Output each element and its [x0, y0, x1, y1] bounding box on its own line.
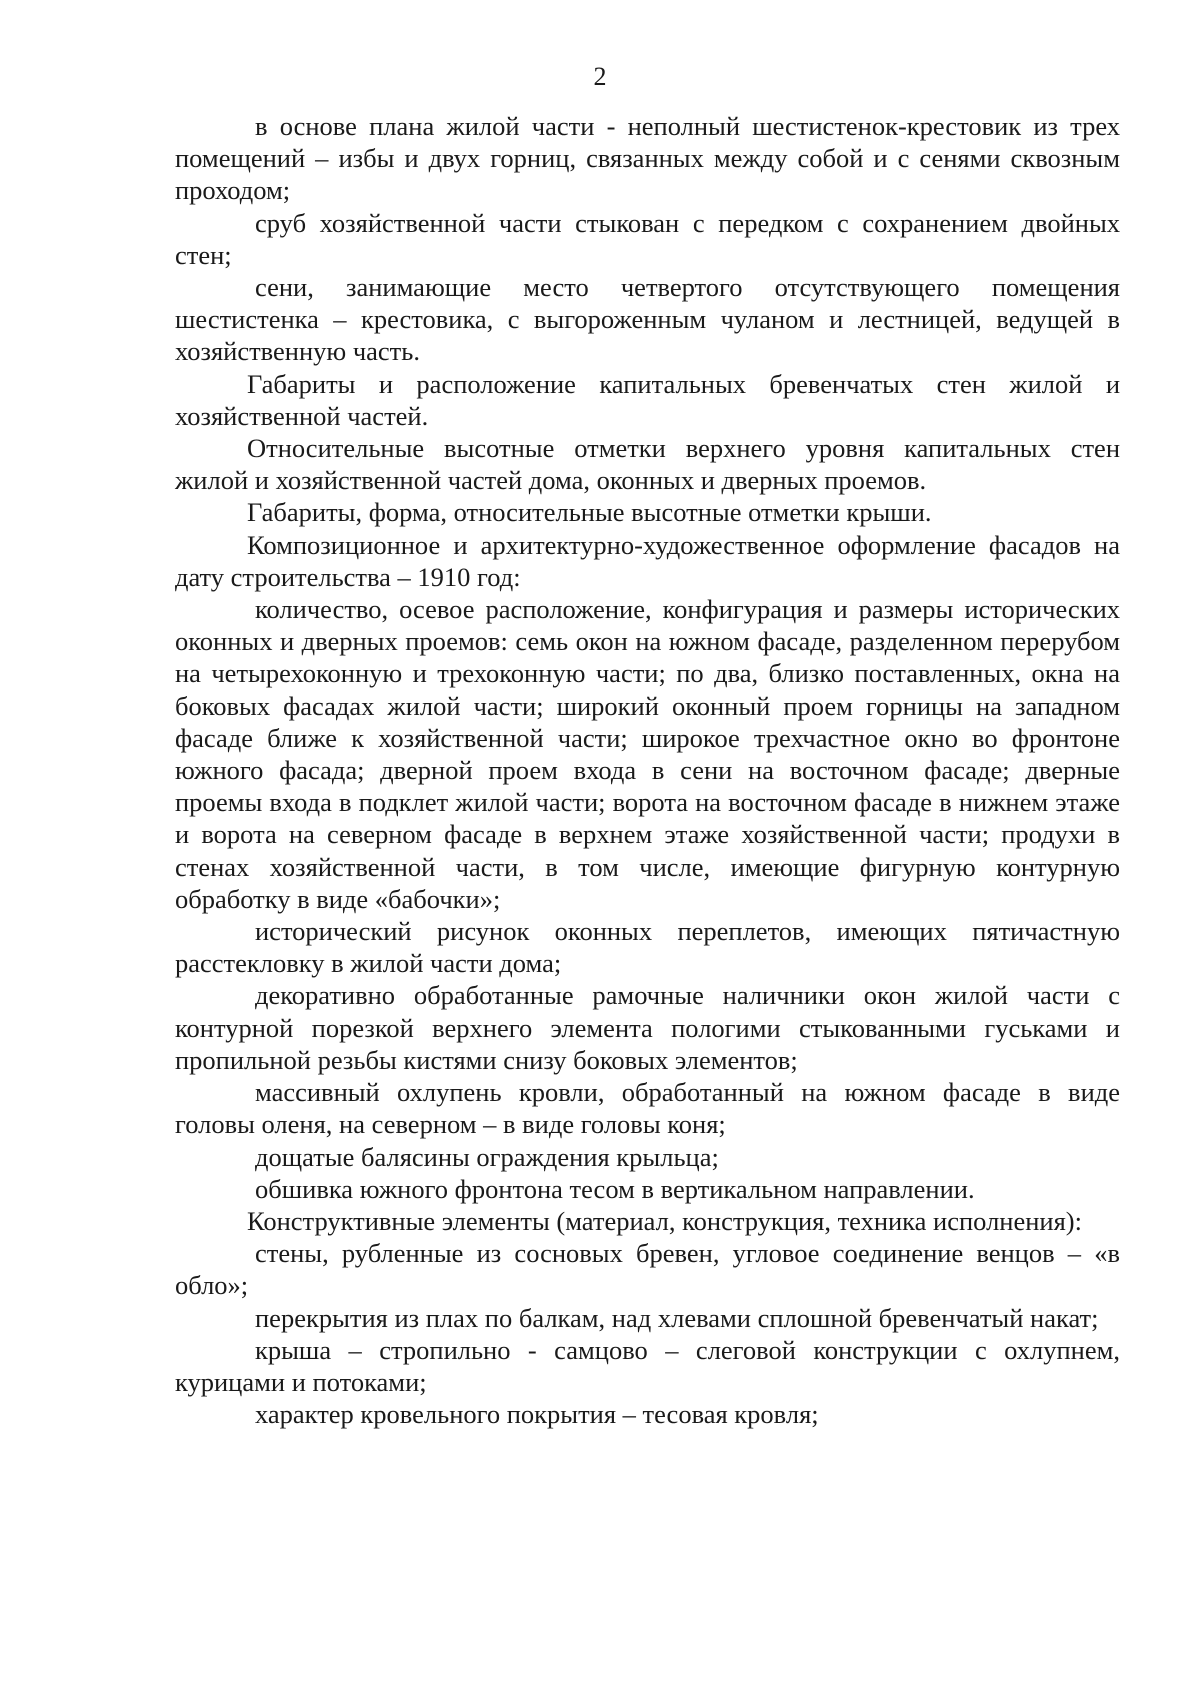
paragraph-window-casings: декоративно обработанные рамочные наличники окон жилой части с контурной порезкой верхнего элемента пологими стыкованными гуськами и пропильной резьбы кистями снизу боковых элементов;	[175, 980, 1120, 1075]
paragraph-floors: перекрытия из плах по балкам, над хлевами сплошной бревенчатый накат;	[255, 1302, 1099, 1333]
paragraph-roof-structure: крыша – стропильно - самцово – слеговой конструкции с охлупнем, курицами и потоками;	[175, 1334, 1120, 1397]
paragraph-plan-basis: в основе плана жилой части - неполный шестистенок-крестовик из трех помещений – избы и двух горниц, связанных между собой и с сенями сквозным проходом;	[175, 111, 1120, 206]
paragraph-walls: стены, рубленные из сосновых бревен, угловое соединение венцов – «в обло»;	[175, 1238, 1120, 1301]
paragraph-log-frame: сруб хозяйственной части стыкован с передком с сохранением двойных стен;	[175, 207, 1120, 270]
paragraph-gable-cladding: обшивка южного фронтона тесом в вертикальном направлении.	[255, 1173, 975, 1204]
page-number: 2	[593, 62, 607, 91]
paragraph-roof-dimensions: Габариты, форма, относительные высотные отметки крыши.	[247, 497, 932, 528]
paragraph-window-frames: исторический рисунок оконных переплетов, имеющих пятичастную расстекловку в жилой части дома;	[175, 916, 1120, 979]
paragraph-balusters: дощатые балясины ограждения крыльца;	[255, 1141, 719, 1172]
paragraph-roof-ridge: массивный охлупень кровли, обработанный на южном фасаде в виде головы оленя, на северном – в виде головы коня;	[175, 1077, 1120, 1140]
paragraph-entry-hall: сени, занимающие место четвертого отсутствующего помещения шестистенка – крестовика, с выгороженным чуланом и лестницей, ведущей в хозяйственную часть.	[175, 272, 1120, 367]
document-body	[175, 110, 1120, 1430]
paragraph-facade-design: Композиционное и архитектурно-художественное оформление фасадов на дату строительства – 1910 год:	[175, 529, 1120, 592]
paragraph-structural-elements: Конструктивные элементы (материал, конструкция, техника исполнения):	[247, 1205, 1082, 1236]
paragraph-openings: количество, осевое расположение, конфигурация и размеры исторических оконных и дверных проемов: семь окон на южном фасаде, разделенном перерубом на четырехоконную и трехоконную части; по два, близко поставленных, окна на боковых фасадах жилой части; широкий оконный проем горницы на западном фасаде ближе к хозяйственной части; широкое трехчастное окно во фронтоне южного фасада; дверной проем входа в сени на восточном фасаде; дверные проемы входа в подклет жилой части; ворота на восточном фасаде в нижнем этаже и ворота на северном фасаде в верхнем этаже хозяйственной части; продухи в стенах хозяйственной части, в том числе, имеющие фигурную контурную обработку в виде «бабочки»;	[175, 594, 1120, 914]
paragraph-height-marks: Относительные высотные отметки верхнего уровня капитальных стен жилой и хозяйственной частей дома, оконных и дверных проемов.	[175, 433, 1120, 496]
paragraph-wall-dimensions: Габариты и расположение капитальных бревенчатых стен жилой и хозяйственной частей.	[175, 368, 1120, 431]
paragraph-roof-covering: характер кровельного покрытия – тесовая кровля;	[255, 1399, 819, 1430]
